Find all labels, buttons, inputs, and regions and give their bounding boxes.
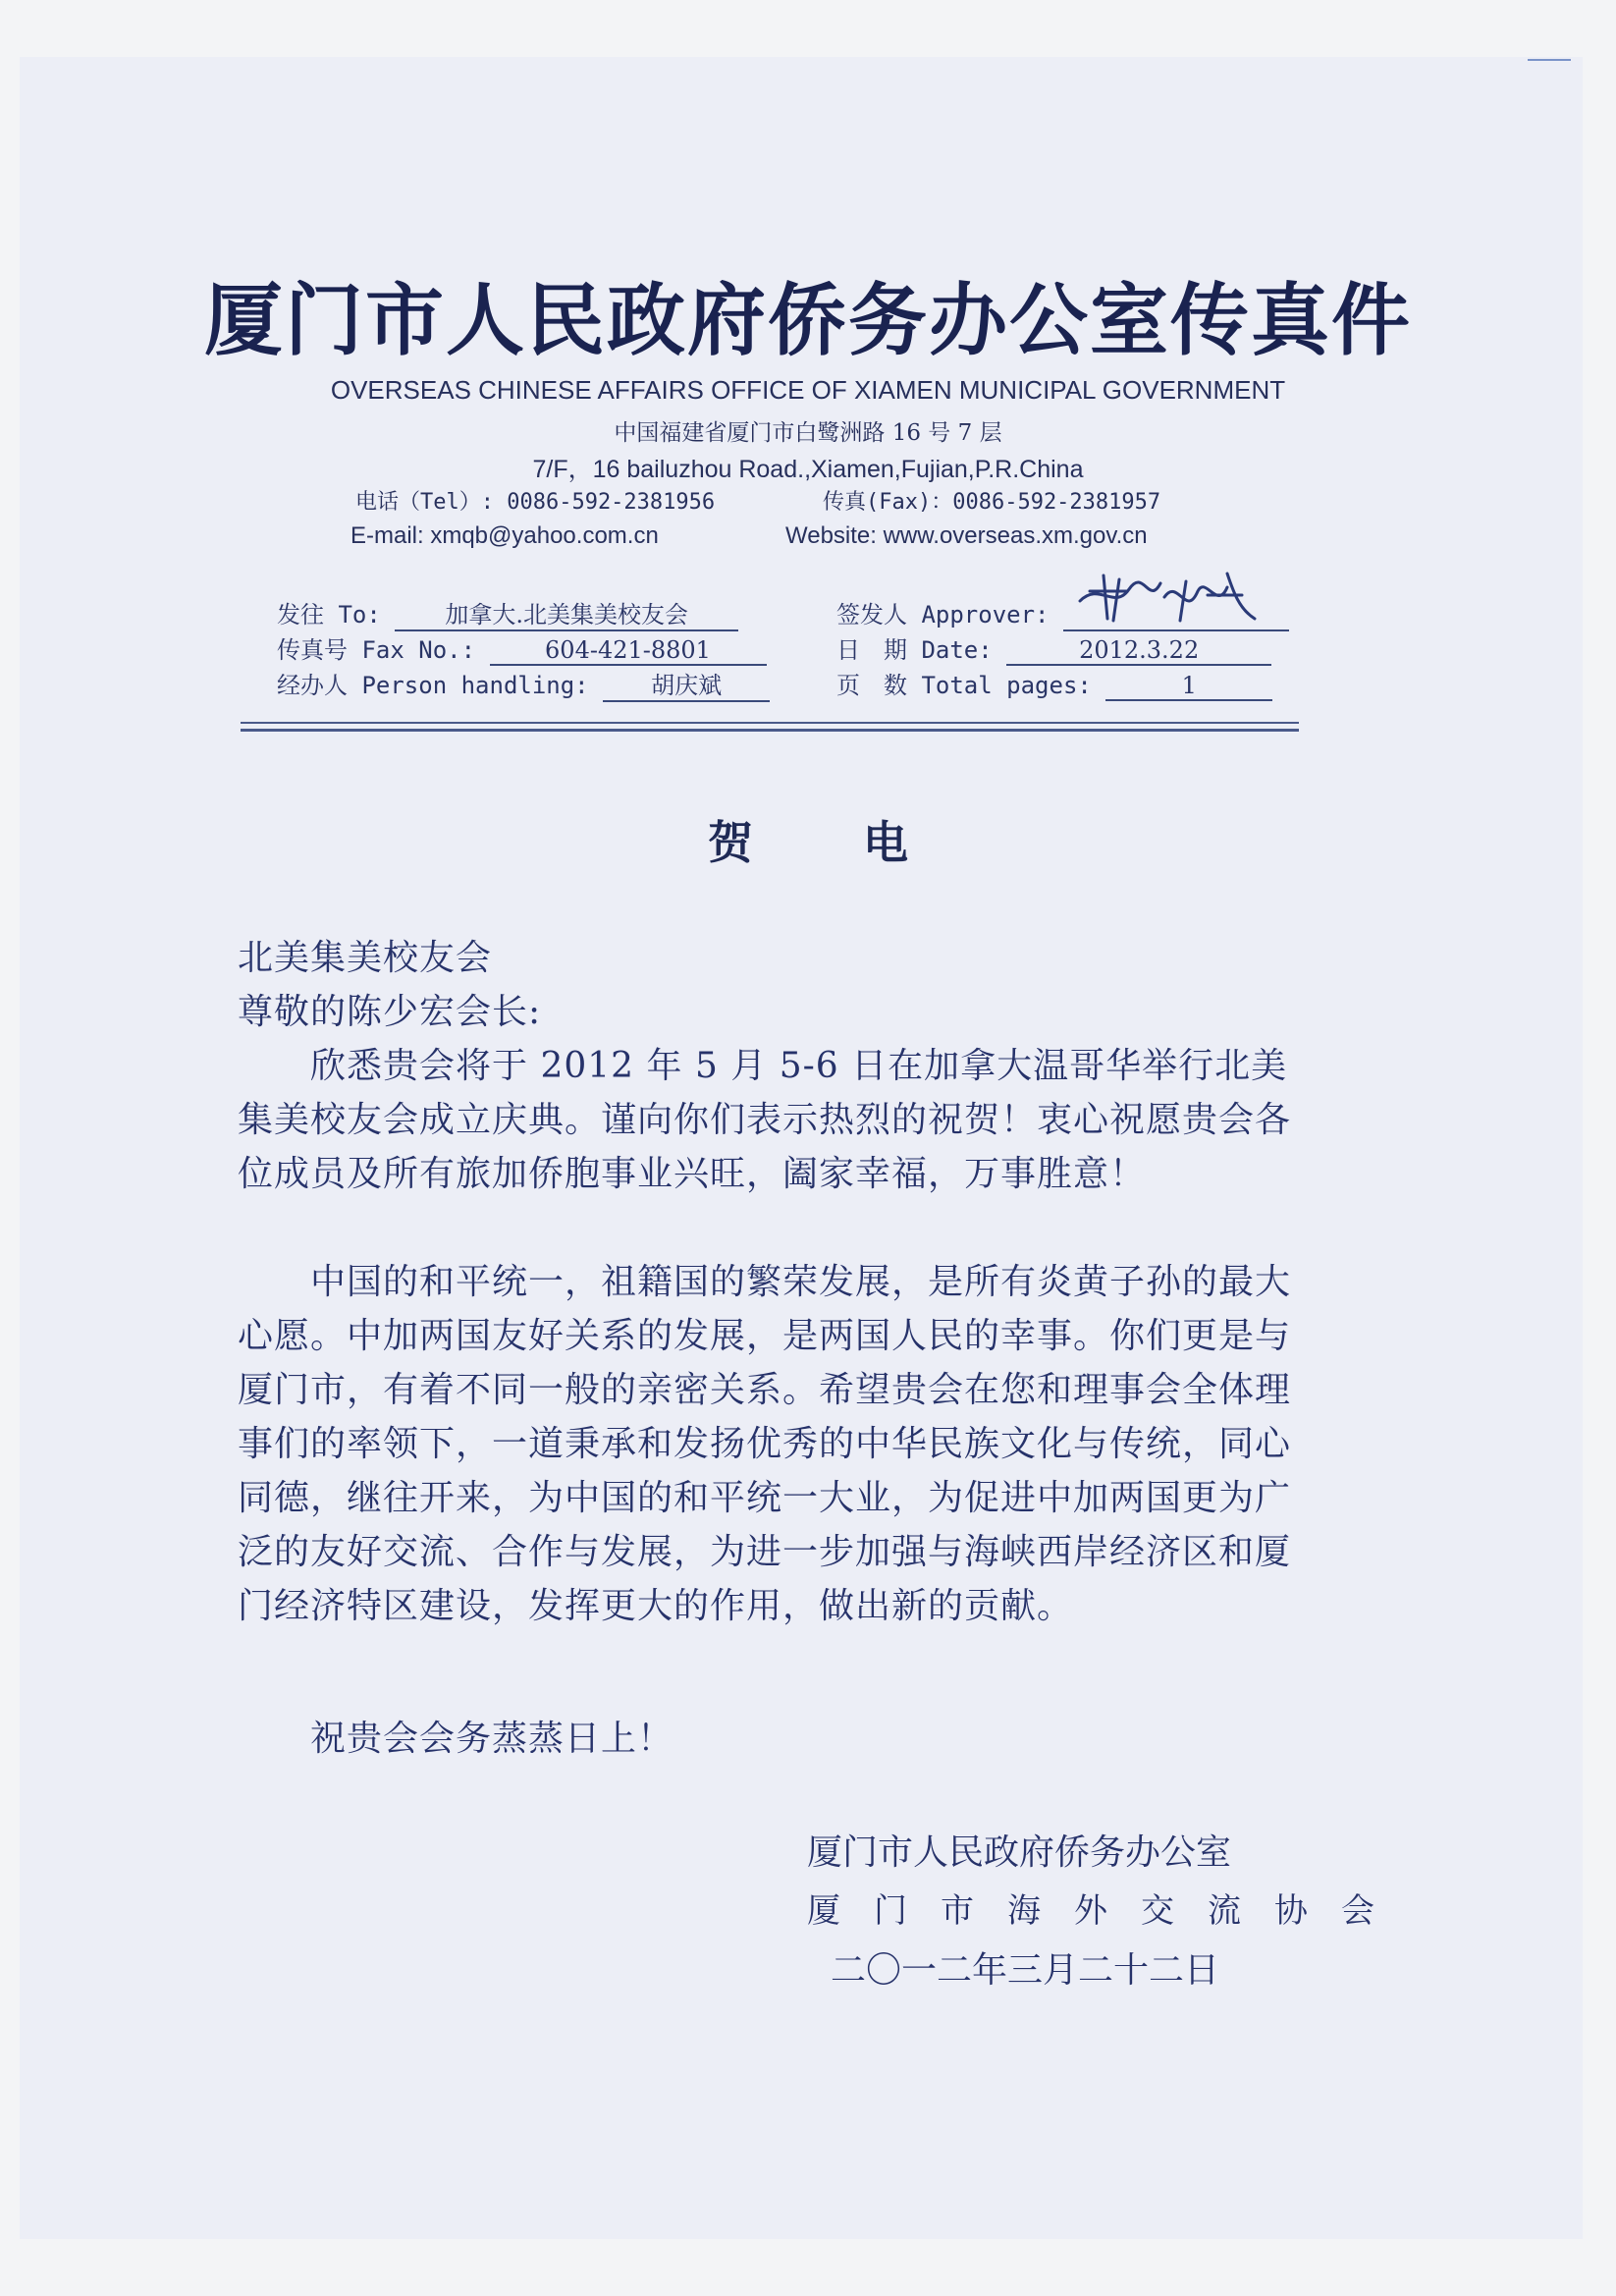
approver-signature: [1070, 562, 1266, 627]
field-handler-value: 胡庆斌: [603, 666, 770, 702]
field-date-value: 2012.3.22: [1006, 636, 1271, 666]
header-rule-thick: [241, 729, 1299, 732]
address-cn: 中国福建省厦门市白鹭洲路 16 号 7 层: [614, 420, 1002, 446]
field-handler: [277, 666, 770, 702]
fax-title: 厦门市人民政府侨务办公室传真件: [204, 275, 1412, 366]
letter-salutation: 尊敬的陈少宏会长:: [238, 992, 542, 1032]
field-fax-no: [277, 630, 767, 666]
field-date-label: 日 期 Date:: [836, 636, 993, 664]
letter-heading: 贺电: [708, 816, 1018, 869]
letter-recipient: 北美集美校友会: [238, 938, 493, 978]
header-rule-thin: [241, 722, 1299, 724]
field-handler-label: 经办人 Person handling:: [277, 672, 589, 699]
letter-paragraph-3: 祝贵会会务蒸蒸日上！: [238, 1719, 674, 1759]
sender-office: 厦门市人民政府侨务办公室: [807, 1832, 1232, 1873]
field-to-label: 发往 To:: [277, 601, 381, 629]
email-text: E-mail: xmqb@yahoo.com.cn: [350, 522, 659, 549]
sign-date: 二〇一二年三月二十二日: [831, 1950, 1220, 1991]
address-en: 7/F，16 bailuzhou Road.,Xiamen,Fujian,P.R.China: [532, 456, 1084, 483]
field-fax-no-value: 604-421-8801: [490, 636, 767, 666]
fax-number-text: 传真(Fax)：0086-592-2381957: [823, 490, 1161, 515]
letter-paragraph-2: 中国的和平统一，祖籍国的繁荣发展，是所有炎黄子孙的最大心愿。中加两国友好关系的发展，是两国人民的幸事。你们更是与厦门市，有着不同一般的亲密关系。希望贵会在您和理事会全体理事们的率领下，一道秉承和发扬优秀的中华民族文化与传统，同心同德，继往开来，为中国的和平统一大业，为促进中加两国更为广泛的友好交流、合作与发展，为进一步加强与海峡西岸经济区和厦门经济特区建设，发挥更大的作用，做出新的贡献。: [238, 1262, 1292, 1626]
letter-paragraph-1: 欣悉贵会将于 2012 年 5 月 5-6 日在加拿大温哥华举行北美集美校友会成立庆典。谨向你们表示热烈的祝贺！衷心祝愿贵会各位成员及所有旅加侨胞事业兴旺，阖家幸福，万事胜意！: [238, 1046, 1292, 1194]
website-text: Website: www.overseas.xm.gov.cn: [785, 522, 1148, 549]
field-approver-label: 签发人 Approver:: [836, 601, 1050, 629]
field-pages-value: 1: [1105, 672, 1272, 701]
field-to: [277, 595, 738, 631]
edge-mark: [1528, 59, 1571, 61]
field-date: [836, 630, 1271, 666]
field-fax-no-label: 传真号 Fax No.:: [277, 636, 476, 664]
sender-association: 厦 门 市 海 外 交 流 协 会: [807, 1891, 1374, 1931]
field-pages: [836, 666, 1272, 701]
field-to-value: 加拿大.北美集美校友会: [395, 595, 738, 631]
tel-text: 电话（Tel）: 0086-592-2381956: [355, 490, 716, 515]
office-name-en: OVERSEAS CHINESE AFFAIRS OFFICE OF XIAMEN MUNICIPAL GOVERNMENT: [330, 375, 1286, 405]
field-pages-label: 页 数 Total pages:: [836, 672, 1092, 699]
